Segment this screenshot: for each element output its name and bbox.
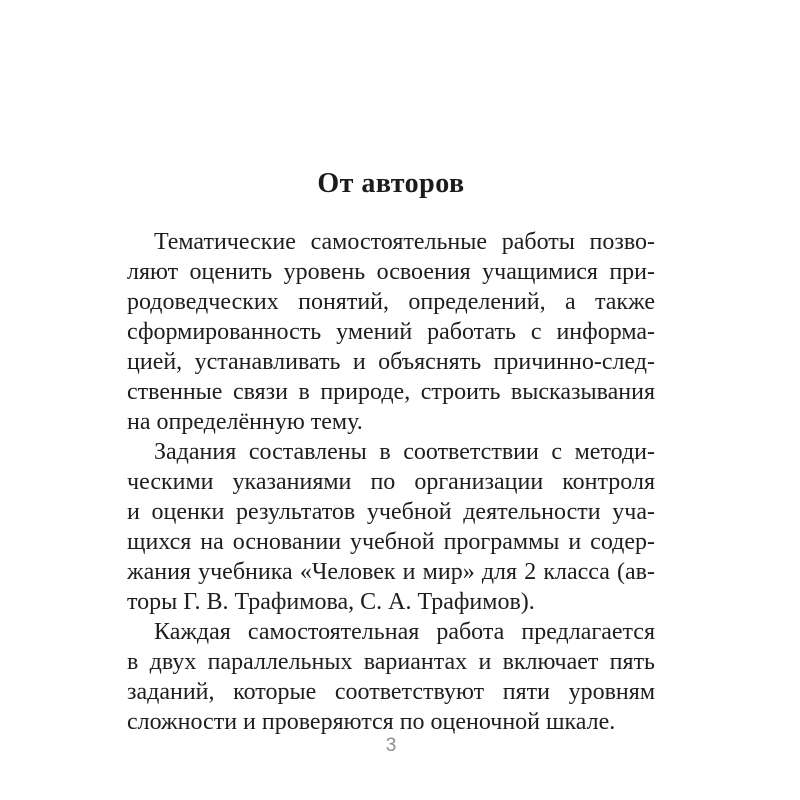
paragraph <box>127 437 655 617</box>
text-line: щихся на основании учебной программы и содер- <box>127 529 655 555</box>
text-line: Тематические самостоятельные работы позво- <box>154 229 655 255</box>
text-line: сложности и проверяются по оценочной шкале. <box>127 709 616 735</box>
text-line: ляют оценить уровень освоения учащимися при- <box>127 259 655 285</box>
text-line: Задания составлены в соответствии с методи- <box>154 439 655 465</box>
text-line: родоведческих понятий, определений, а также <box>127 289 655 315</box>
text-line: цией, устанавливать и объяснять причинно-след- <box>127 349 655 375</box>
text-line: на определённую тему. <box>127 409 363 435</box>
text-block <box>127 227 655 737</box>
page-number: 3 <box>385 735 397 756</box>
paragraph <box>127 617 655 737</box>
text-line: ственные связи в природе, строить высказывания <box>127 379 655 405</box>
text-line: заданий, которые соответствуют пяти уровням <box>127 679 655 705</box>
text-line: торы Г. В. Трафимова, С. А. Трафимов). <box>127 589 535 615</box>
chapter-title: От авторов <box>317 168 465 199</box>
text-line: жания учебника «Человек и мир» для 2 класса (ав- <box>127 559 655 585</box>
text-line: Каждая самостоятельная работа предлагается <box>154 619 655 645</box>
text-line: ческими указаниями по организации контроля <box>127 469 655 495</box>
text-line: сформированность умений работать с информа- <box>127 319 655 345</box>
text-line: в двух параллельных вариантах и включает пять <box>127 649 655 675</box>
text-line: и оценки результатов учебной деятельности уча- <box>127 499 655 525</box>
paragraph <box>127 227 655 437</box>
